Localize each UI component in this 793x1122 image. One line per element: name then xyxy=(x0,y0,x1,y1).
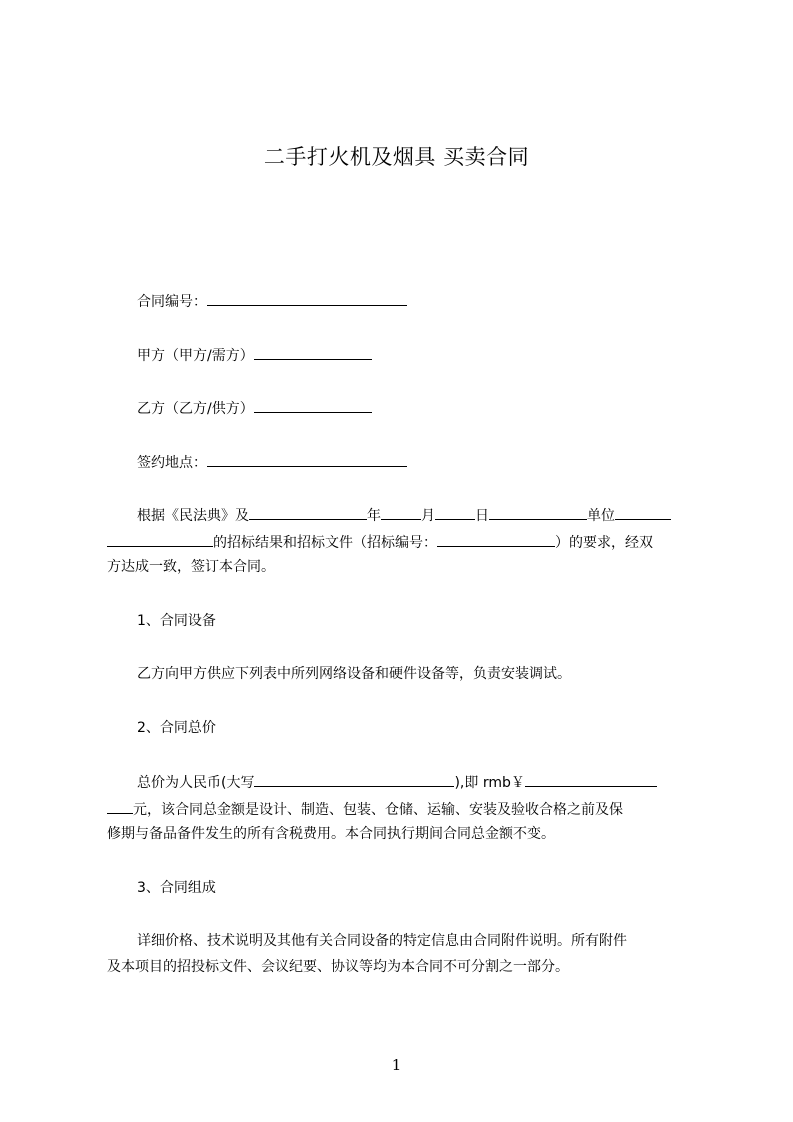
preamble-text-tender: 的招标结果和招标文件（招标编号： xyxy=(213,535,437,551)
sign-place-blank[interactable] xyxy=(207,453,407,467)
preamble-blank-month[interactable] xyxy=(381,506,421,520)
party-a-row xyxy=(137,346,737,364)
preamble-blank-day[interactable] xyxy=(435,506,475,520)
preamble-day: 日 xyxy=(475,508,489,524)
preamble-year: 年 xyxy=(367,508,381,524)
section-3-heading: 3、合同组成 xyxy=(137,880,216,896)
page-number: 1 xyxy=(391,1056,402,1074)
party-a-label: 甲方（甲方/需方） xyxy=(137,348,254,364)
preamble-unit: 单位 xyxy=(587,508,615,524)
party-b-row xyxy=(137,399,737,417)
section-2-line-3: 修期与备品备件发生的所有含税费用。本合同执行期间合同总金额不变。 xyxy=(107,826,555,842)
price-rmb-blank-cont[interactable] xyxy=(107,800,133,814)
section-2-line-1 xyxy=(137,773,737,791)
section-3-line-2: 及本项目的招投标文件、会议纪要、协议等均为本合同不可分割之一部分。 xyxy=(107,959,569,975)
price-in-words-blank[interactable] xyxy=(254,773,454,787)
price-rmb-blank[interactable] xyxy=(525,773,657,787)
section-2-line-2 xyxy=(107,800,707,818)
contract-number-blank[interactable] xyxy=(207,292,407,306)
preamble-blank-unit[interactable] xyxy=(489,506,587,520)
total-price-text: 总价为人民币(大写 xyxy=(137,775,255,791)
sign-place-row xyxy=(137,453,737,471)
section-1-heading: 1、合同设备 xyxy=(137,613,216,629)
party-a-blank[interactable] xyxy=(254,346,372,360)
rmb-text: ),即 rmb￥ xyxy=(454,775,525,791)
section-1-body: 乙方向甲方供应下列表中所列网络设备和硬件设备等，负责安装调试。 xyxy=(137,666,571,682)
preamble-line-1 xyxy=(137,506,737,524)
preamble-blank-2[interactable] xyxy=(107,533,213,547)
tender-number-blank[interactable] xyxy=(437,533,555,547)
document-title: 二手打火机及烟具 买卖合同 xyxy=(263,145,530,169)
party-b-label: 乙方（乙方/供方） xyxy=(137,401,254,417)
section-2-heading: 2、合同总价 xyxy=(137,720,216,736)
contract-number-row xyxy=(137,292,737,310)
preamble-month: 月 xyxy=(421,508,435,524)
section-2-body-1: 元，该合同总金额是设计、制造、包装、仓储、运输、安装及验收合格之前及保 xyxy=(133,802,623,818)
preamble-line-3: 方达成一致，签订本合同。 xyxy=(107,559,275,575)
preamble-text-req: ）的要求，经双 xyxy=(555,535,653,551)
preamble-blank-1[interactable] xyxy=(249,506,367,520)
sign-place-label: 签约地点： xyxy=(137,455,207,471)
party-b-blank[interactable] xyxy=(254,399,372,413)
section-3-line-1: 详细价格、技术说明及其他有关合同设备的特定信息由合同附件说明。所有附件 xyxy=(137,933,627,949)
contract-number-label: 合同编号： xyxy=(137,294,207,310)
preamble-text-1: 根据《民法典》及 xyxy=(137,508,249,524)
preamble-blank-unit-name[interactable] xyxy=(615,506,671,520)
preamble-line-2 xyxy=(107,533,707,551)
